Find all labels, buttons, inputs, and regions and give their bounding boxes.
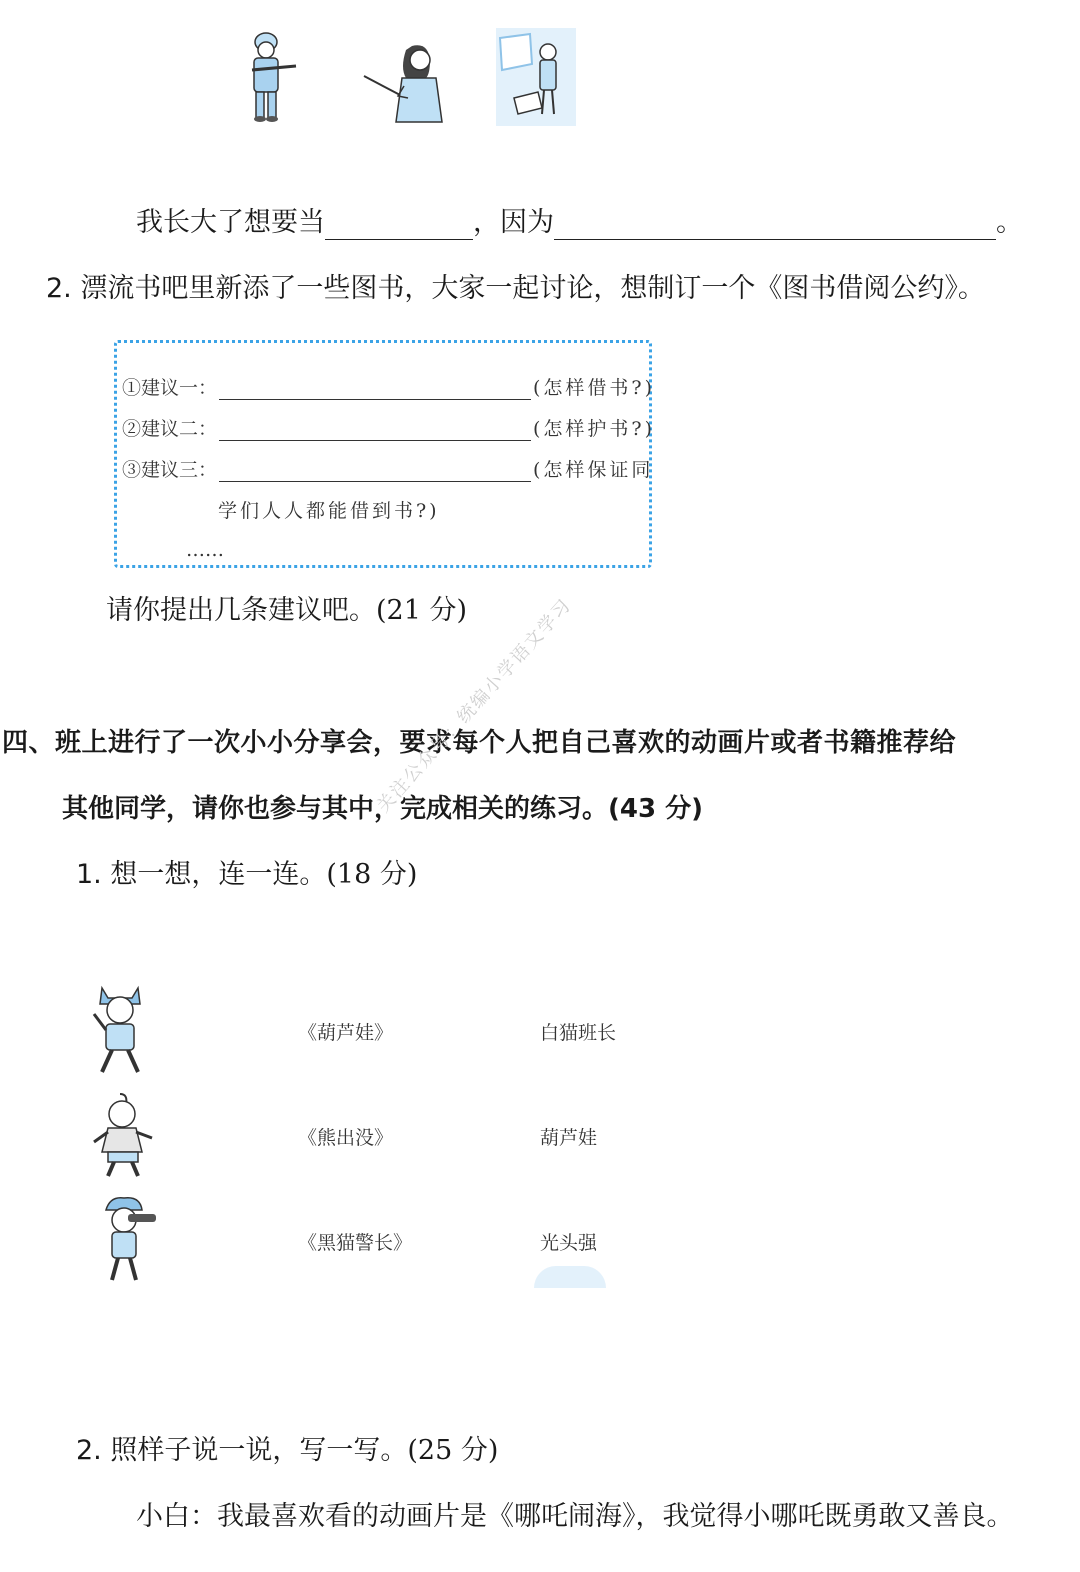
section-4-line-1: 四、班上进行了一次小小分享会，要求每个人把自己喜欢的动画片或者书籍推荐给 [2, 728, 957, 758]
suggestion-hint: (怎样保证同 [533, 459, 654, 481]
job-blank[interactable] [325, 209, 473, 240]
question-text: 照样子说一说，写一写。(25 分) [110, 1435, 499, 1466]
dream-prefix: 我长大了想要当 [136, 207, 325, 238]
suggestion-1 [122, 376, 655, 400]
teacher-illustration [362, 36, 450, 124]
ellipsis: …… [186, 539, 224, 561]
example-text: 我最喜欢看的动画片是《哪吒闹海》，我觉得小哪吒既勇敢又善良。 [217, 1501, 1014, 1532]
character-1[interactable]: 白猫班长 [540, 1022, 617, 1044]
watermark: 关注公众号：统编小学语文学习 [372, 594, 576, 817]
question-number: 2. [76, 1435, 102, 1466]
cleaner-illustration [496, 28, 576, 126]
suggestion-2 [122, 417, 655, 441]
character-2[interactable]: 葫芦娃 [540, 1127, 598, 1149]
suggestion-label: ②建议二： [122, 418, 218, 440]
logger-vick-illustration [92, 1196, 158, 1284]
question-4-2 [76, 1434, 498, 1468]
suggestion-3 [122, 458, 653, 482]
dream-end: 。 [996, 207, 1023, 238]
suggestion-3-hint-continuation: 学们人人都能借到书?) [218, 500, 440, 522]
question-text: 漂流书吧里新添了一些图书，大家一起讨论，想制订一个《图书借阅公约》。 [80, 273, 985, 304]
dream-middle: ，因为 [473, 207, 554, 238]
question-2 [46, 272, 985, 306]
suggestion-hint: (怎样借书?) [533, 377, 656, 399]
book-3[interactable]: 《黑猫警长》 [298, 1232, 413, 1254]
suggestion-label: ③建议三： [122, 459, 218, 481]
calabash-brother-illustration [90, 1092, 158, 1178]
question-text: 想一想，连一连。(18 分) [110, 859, 418, 890]
reason-blank[interactable] [554, 209, 996, 240]
dream-sentence [136, 206, 1023, 240]
q2-instruction: 请你提出几条建议吧。(21 分) [106, 595, 468, 626]
suggestion-blank[interactable] [219, 422, 531, 441]
cat-officer-illustration [88, 984, 154, 1076]
suggestion-blank[interactable] [219, 463, 531, 482]
question-4-1 [76, 858, 417, 892]
example-speaker: 小白： [136, 1501, 217, 1532]
book-1[interactable]: 《葫芦娃》 [298, 1022, 394, 1044]
suggestion-blank[interactable] [219, 381, 531, 400]
question-number: 1. [76, 859, 102, 890]
suggestion-hint: (怎样护书?) [533, 418, 656, 440]
suggestion-label: ①建议一： [122, 377, 218, 399]
book-2[interactable]: 《熊出没》 [298, 1127, 394, 1149]
section-4-line-2: 其他同学，请你也参与其中，完成相关的练习。(43 分) [62, 794, 703, 824]
faint-blue-decoration [534, 1266, 606, 1288]
character-3[interactable]: 光头强 [540, 1232, 598, 1254]
suggestion-box [114, 340, 652, 568]
soldier-illustration [240, 28, 300, 124]
example-sentence [136, 1500, 1014, 1534]
question-number: 2. [46, 273, 72, 304]
